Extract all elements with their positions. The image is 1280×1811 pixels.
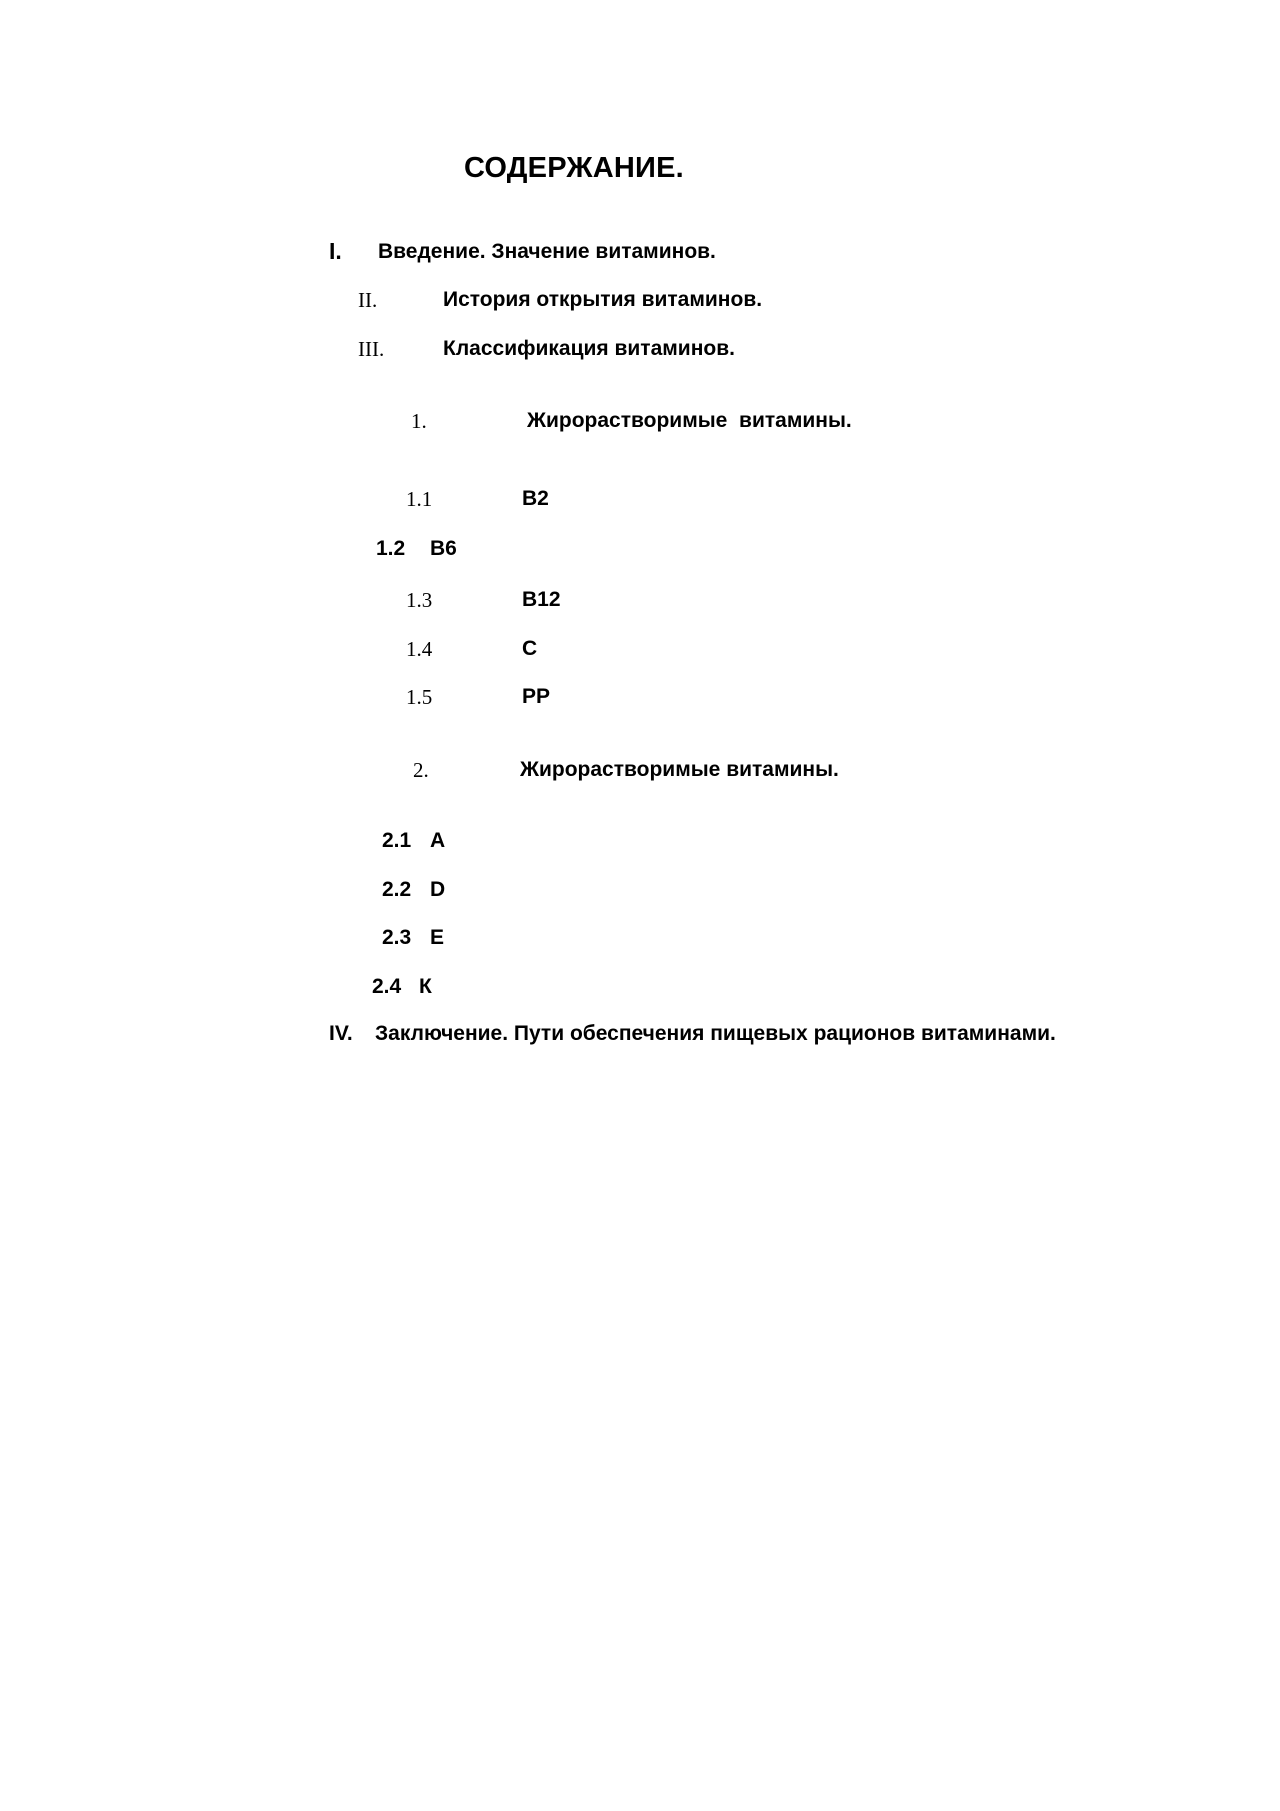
toc-number: 2.1 [382,829,412,852]
toc-text: Заключение. Пути обеспечения пищевых рационов витаминами. [375,1022,1056,1045]
toc-text: РР [522,685,551,708]
toc-text: В6 [430,537,457,560]
toc-text: История открытия витаминов. [443,288,763,311]
toc-number: IV. [329,1022,353,1045]
toc-text: Жирорастворимые витамины. [527,409,852,432]
toc-text: Введение. Значение витаминов. [378,240,716,263]
toc-text: В12 [522,588,561,611]
toc-number: 1. [411,409,427,433]
toc-number: 1.2 [376,537,406,560]
toc-number: 1.3 [406,588,433,612]
toc-number: III. [358,337,385,361]
toc-text: С [522,637,538,660]
toc-text: Жирорастворимые витамины. [520,758,839,781]
toc-number: 2.4 [372,975,402,998]
toc-number: II. [358,288,378,312]
page-title: СОДЕРЖАНИЕ. [464,152,684,184]
toc-number: 2.3 [382,926,412,949]
toc-number: 1.1 [406,487,433,511]
toc-number: 1.4 [406,637,433,661]
toc-number: 2.2 [382,878,412,901]
toc-text: К [419,975,432,998]
toc-text: Классификация витаминов. [443,337,735,360]
toc-number: I. [329,238,342,264]
toc-number: 1.5 [406,685,433,709]
toc-text: В2 [522,487,549,510]
toc-text: Е [430,926,445,949]
toc-text: А [430,829,446,852]
toc-text: D [430,878,446,901]
toc-number: 2. [413,758,429,782]
